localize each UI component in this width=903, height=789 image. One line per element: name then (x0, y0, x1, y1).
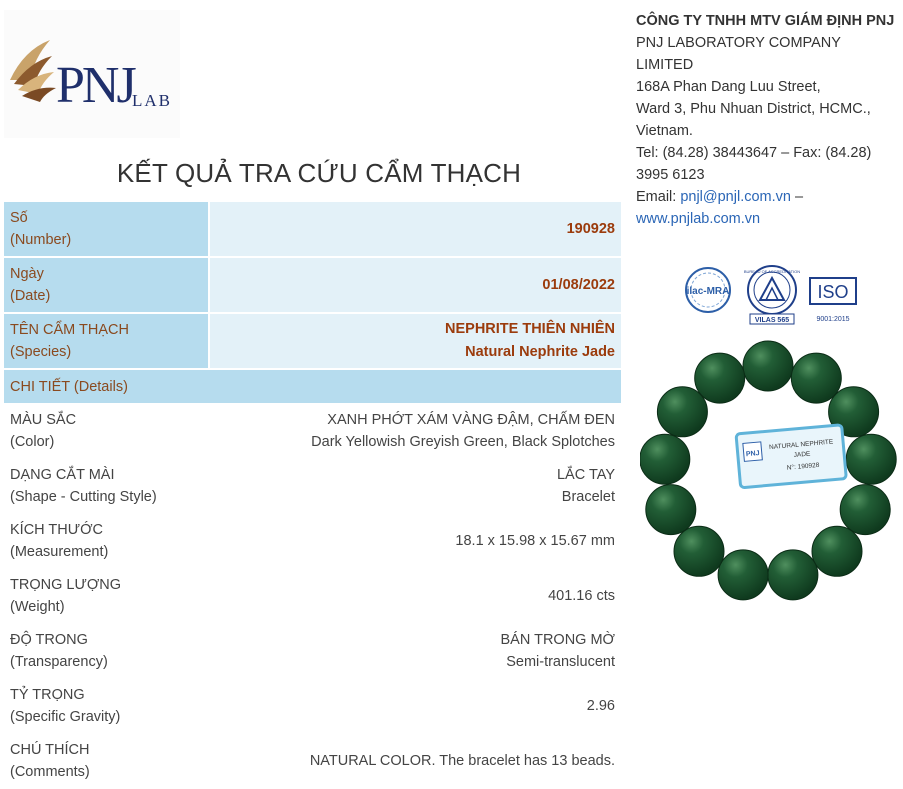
value-line: 01/08/2022 (542, 276, 615, 293)
certification-badges-art (684, 264, 864, 326)
pnj-lab-logo-mark (4, 10, 180, 138)
company-address-city: Ward 3, Phu Nhuan District, HCMC., Vietnam. (636, 101, 871, 139)
iso-standard: 9001:2015 (816, 316, 850, 323)
detail-row-comments (4, 733, 621, 788)
iso-icon (810, 278, 856, 323)
jade-bead (640, 434, 690, 484)
jade-bead (791, 353, 841, 403)
company-info (636, 10, 898, 230)
detail-value (209, 568, 621, 623)
detail-row-specific-gravity (4, 678, 621, 733)
label-vi: Ngày (10, 266, 44, 282)
detail-value (209, 513, 621, 568)
summary-row-date (4, 257, 621, 313)
summary-row-number (4, 202, 621, 257)
detail-row-measurement (4, 513, 621, 568)
jade-bead (812, 526, 862, 576)
label-vi: Số (10, 210, 28, 226)
value-line: Dark Yellowish Greyish Green, Black Splotches (311, 433, 615, 450)
page-title: KẾT QUẢ TRA CỨU CẨM THẠCH (116, 158, 522, 188)
value-line: NATURAL COLOR. The bracelet has 13 beads. (309, 752, 615, 769)
jade-bead (657, 387, 707, 437)
value-line: 18.1 x 15.98 x 15.67 mm (455, 532, 615, 549)
jade-bead (768, 550, 818, 600)
value-line: BÁN TRONG MỜ (500, 631, 615, 648)
detail-label (4, 733, 209, 788)
detail-label (4, 678, 209, 733)
jade-bead (674, 526, 724, 576)
logo-sub-text: LAB (132, 91, 172, 110)
value-line: XANH PHỚT XÁM VÀNG ĐẬM, CHẤM ĐEN (327, 411, 615, 428)
vilas-label: VILAS 565 (754, 317, 790, 324)
detail-value (209, 623, 621, 678)
jade-bead (743, 341, 793, 391)
label-en: (Color) (10, 433, 55, 450)
result-table (4, 202, 621, 788)
details-header-row (4, 369, 621, 403)
contact-separator: – (790, 189, 804, 205)
certificate-tag (736, 425, 846, 488)
jade-bead (840, 485, 890, 535)
detail-value (209, 678, 621, 733)
detail-label (4, 623, 209, 678)
detail-row-weight (4, 568, 621, 623)
website-link[interactable]: www.pnjlab.com.vn (636, 211, 761, 227)
value-line: LẮC TAY (556, 466, 615, 483)
jade-bead (695, 353, 745, 403)
label-vi: MÀU SẮC (10, 411, 77, 428)
label-vi: DẠNG CẮT MÀI (10, 466, 115, 483)
label-en: (Specific Gravity) (10, 708, 121, 725)
jade-bead (846, 434, 896, 484)
jade-bracelet-photo (640, 338, 902, 610)
summary-label (4, 257, 209, 313)
tag-brand: PNJ (745, 450, 760, 459)
detail-label (4, 513, 209, 568)
detail-label (4, 568, 209, 623)
ilac-label: ilac-MRA (686, 286, 730, 297)
email-label: Email: (636, 189, 681, 205)
summary-value (209, 202, 621, 257)
tag-number: N°: 190928 (786, 461, 820, 472)
summary-label (4, 202, 209, 257)
label-en: (Measurement) (10, 543, 109, 560)
value-line: Bracelet (561, 488, 615, 505)
value-line: 190928 (566, 220, 615, 237)
vilas-ring-text: BUREAU OF ACCREDITATION (743, 269, 801, 274)
jade-bead (718, 550, 768, 600)
summary-value (209, 313, 621, 369)
value-line: Semi-translucent (506, 653, 615, 670)
company-phone: Tel: (84.28) 38443647 – Fax: (84.28) 3995 6123 (636, 145, 872, 183)
label-vi: ĐỘ TRONG (10, 631, 88, 648)
vilas-accreditation-icon (744, 266, 800, 324)
detail-row-color (4, 403, 621, 458)
label-vi: TÊN CẨM THẠCH (10, 322, 129, 338)
summary-label (4, 313, 209, 369)
ilac-mra-icon (686, 268, 730, 312)
summary-row-species (4, 313, 621, 369)
detail-row-transparency (4, 623, 621, 678)
logo-brand-text: PNJ (56, 57, 134, 114)
detail-row-shape (4, 458, 621, 513)
company-contact (636, 186, 898, 230)
value-line: NEPHRITE THIÊN NHIÊN (445, 321, 615, 337)
detail-value (209, 733, 621, 788)
value-line: 2.96 (586, 697, 615, 714)
label-en: (Weight) (10, 598, 65, 615)
tag-line-2: JADE (793, 450, 811, 460)
label-vi: KÍCH THƯỚC (10, 521, 104, 538)
label-en: (Date) (10, 288, 51, 304)
detail-value (209, 458, 621, 513)
company-address-street: 168A Phan Dang Luu Street, (636, 79, 821, 95)
jade-bracelet-image (640, 338, 902, 610)
certification-badges (684, 264, 864, 326)
detail-label (4, 403, 209, 458)
detail-label (4, 458, 209, 513)
summary-value (209, 257, 621, 313)
label-en: (Number) (10, 232, 72, 248)
label-vi: TRỌNG LƯỢNG (10, 576, 122, 593)
tag-line-1: NATURAL NEPHRITE (768, 438, 834, 452)
pnj-lab-logo (4, 10, 180, 138)
detail-value (209, 403, 621, 458)
iso-label: ISO (817, 282, 849, 302)
company-name-vi: CÔNG TY TNHH MTV GIÁM ĐỊNH PNJ (636, 13, 895, 29)
label-en: (Comments) (10, 763, 90, 780)
details-header: CHI TIẾT (Details) (4, 369, 621, 403)
label-vi: TỶ TRỌNG (10, 686, 85, 703)
jade-bead (646, 485, 696, 535)
company-name-en: PNJ LABORATORY COMPANY LIMITED (636, 35, 841, 73)
label-en: (Shape - Cutting Style) (10, 488, 157, 505)
label-vi: CHÚ THÍCH (10, 741, 90, 758)
value-line: Natural Nephrite Jade (465, 344, 615, 360)
email-link[interactable]: pnjl@pnjl.com.vn (680, 189, 791, 205)
value-line: 401.16 cts (548, 587, 615, 604)
label-en: (Species) (10, 344, 72, 360)
label-en: (Transparency) (10, 653, 108, 670)
